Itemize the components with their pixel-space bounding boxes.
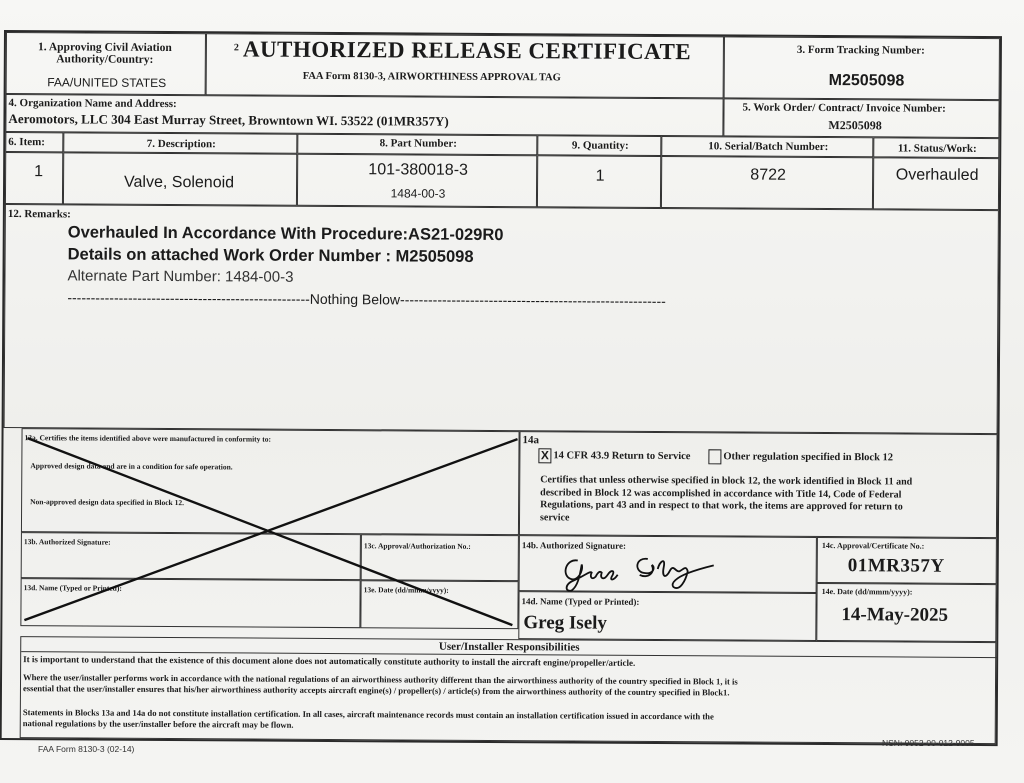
nsn-footer: NSN: 0052-00-012-9005 xyxy=(882,738,975,748)
responsibilities-p3b: national regulations by the user/installer before the aircraft may be flown. xyxy=(22,718,294,730)
block-2-number: 2 xyxy=(233,42,239,54)
block-13-cross-out xyxy=(20,428,519,629)
serial-cell xyxy=(661,156,873,209)
form-number-footer: FAA Form 8130-3 (02-14) xyxy=(38,744,135,754)
other-regulation-checkbox[interactable] xyxy=(708,449,721,464)
block-1-label: 1. Approving Civil Aviation Authority/Country: xyxy=(37,41,172,66)
remarks-label: 12. Remarks: xyxy=(7,208,71,221)
statement-line-4: service xyxy=(539,511,570,523)
part-number-alt: 1484-00-3 xyxy=(390,186,446,201)
status-header-label: 11. Status/Work: xyxy=(897,142,977,155)
block-12-remarks xyxy=(4,204,999,434)
block-13e-label: 13e. Date (dd/mmm/yyyy): xyxy=(363,585,449,595)
statement-line-3: Regulations, part 43 and in respect to that work, the items are approved for return to xyxy=(540,499,903,513)
block-2 xyxy=(206,33,724,98)
item-cell xyxy=(5,152,63,204)
part-number: 101-380018-3 xyxy=(368,161,469,179)
block-14b-label: 14b. Authorized Signature: xyxy=(521,540,626,551)
item-header-label: 6. Item: xyxy=(8,136,46,149)
description-cell xyxy=(63,152,297,205)
header-item xyxy=(5,132,63,152)
status-value: Overhauled xyxy=(895,166,979,184)
form-title: AUTHORIZED RELEASE CERTIFICATE xyxy=(242,36,692,65)
block-14a-statement xyxy=(540,474,912,526)
responsibilities-p3a: Statements in Blocks 13a and 14a do not constitute installation certification. In all cases, aircraft maintenance records must contain an installation certification issued in accordance with the xyxy=(22,707,714,722)
block-13a-label: 13a. Certifies the items identified above were manufactured in conformity to: xyxy=(24,433,272,444)
block-13d-label: 13d. Name (Typed or Printed): xyxy=(23,583,122,593)
form-tracking-number: M2505098 xyxy=(828,72,905,90)
item-number: 1 xyxy=(34,163,44,181)
responsibilities-title: User/Installer Responsibilities xyxy=(438,640,580,654)
block-14d xyxy=(518,591,816,641)
block-4 xyxy=(5,94,723,136)
block-13a-option-2: Non-approved design data specified in Block 12. xyxy=(30,497,184,508)
block-13a-option-1: Approved design data and are in a condition for safe operation. xyxy=(30,461,233,472)
block-14c-label: 14c. Approval/Certificate No.: xyxy=(821,541,925,551)
block-3-label: 3. Form Tracking Number: xyxy=(796,43,925,57)
block-13b-label: 13b. Authorized Signature: xyxy=(23,537,111,547)
header-serial xyxy=(661,136,873,157)
quantity-cell xyxy=(537,155,661,208)
header-status xyxy=(873,137,999,158)
block-5-label: 5. Work Order/ Contract/ Invoice Number: xyxy=(742,101,946,115)
block-1-value: FAA/UNITED STATES xyxy=(47,75,167,90)
block-14c xyxy=(817,537,997,584)
status-cell xyxy=(873,157,999,210)
header-description xyxy=(63,132,297,153)
return-to-service-option xyxy=(538,448,690,464)
part-number-header-label: 8. Part Number: xyxy=(379,137,457,150)
header-quantity xyxy=(537,135,661,156)
part-number-cell xyxy=(297,154,537,207)
block-4-label: 4. Organization Name and Address: xyxy=(8,97,177,111)
quantity-header-label: 9. Quantity: xyxy=(571,139,629,152)
remarks-line-1: Overhauled In Accordance With Procedure:AS21-029R0 xyxy=(67,223,504,245)
block-14a xyxy=(519,431,998,538)
block-14a-label: 14a xyxy=(522,434,540,447)
responsibilities-p1: It is important to understand that the existence of this document alone does not automatically constitute authority to install the aircraft engine/propeller/article. xyxy=(23,654,636,668)
remarks-line-3: Alternate Part Number: 1484-00-3 xyxy=(67,267,294,286)
signer-name: Greg Isely xyxy=(523,612,608,634)
block-1 xyxy=(6,32,206,95)
remarks-line-4: ----------------------------------------------------Nothing Below--------------------------------------------------------- xyxy=(67,289,666,310)
block-13c-label: 13c. Approval/Authorization No.: xyxy=(363,541,471,551)
responsibilities-p2b: essential that the user/installer ensures that his/her airworthiness authority accepts aircraft engine(s) / propeller(s) / article(s) from the airworthiness authority of the country specified in Block1. xyxy=(22,683,730,698)
remarks-line-2: Details on attached Work Order Number : M2505098 xyxy=(67,245,474,266)
statement-line-2: described in Block 12 was accomplished in accordance with Title 14, Code of Federal xyxy=(540,486,902,500)
block-14e xyxy=(816,583,996,642)
other-regulation-option xyxy=(708,449,893,465)
release-certificate-form xyxy=(0,30,1002,746)
block-14b xyxy=(519,535,817,593)
return-to-service-checkbox[interactable]: X xyxy=(538,448,551,463)
header-part-number xyxy=(297,134,537,155)
block-3 xyxy=(724,36,1000,100)
responsibilities-p2a: Where the user/installer performs work in accordance with the national regulations of an airworthiness authority different than the airworthiness authority of the country specified in Block 1, it is xyxy=(23,672,738,687)
serial-number: 8722 xyxy=(750,166,786,184)
other-regulation-label: Other regulation specified in Block 12 xyxy=(723,451,894,464)
description-header-label: 7. Description: xyxy=(146,137,216,151)
release-date: 14-May-2025 xyxy=(841,604,949,626)
block-14d-label: 14d. Name (Typed or Printed): xyxy=(521,596,640,607)
return-to-service-label: 14 CFR 43.9 Return to Service xyxy=(553,450,691,463)
handwritten-signature xyxy=(556,546,726,593)
block-14e-label: 14e. Date (dd/mmm/yyyy): xyxy=(821,587,913,597)
item-description: Valve, Solenoid xyxy=(124,173,235,192)
work-order-number: M2505098 xyxy=(828,118,882,133)
block-5 xyxy=(723,98,999,138)
serial-header-label: 10. Serial/Batch Number: xyxy=(708,140,829,154)
form-subtitle: FAA Form 8130-3, AIRWORTHINESS APPROVAL TAG xyxy=(302,70,561,84)
quantity-value: 1 xyxy=(595,167,605,185)
user-installer-responsibilities xyxy=(20,636,997,744)
statement-line-1: Certifies that unless otherwise specified in block 12, the work identified in Block 11 and xyxy=(540,474,913,488)
organization-name-address: Aeromotors, LLC 304 East Murray Street, Browntown WI. 53522 (01MR357Y) xyxy=(8,111,449,129)
approval-certificate-number: 01MR357Y xyxy=(847,555,945,577)
